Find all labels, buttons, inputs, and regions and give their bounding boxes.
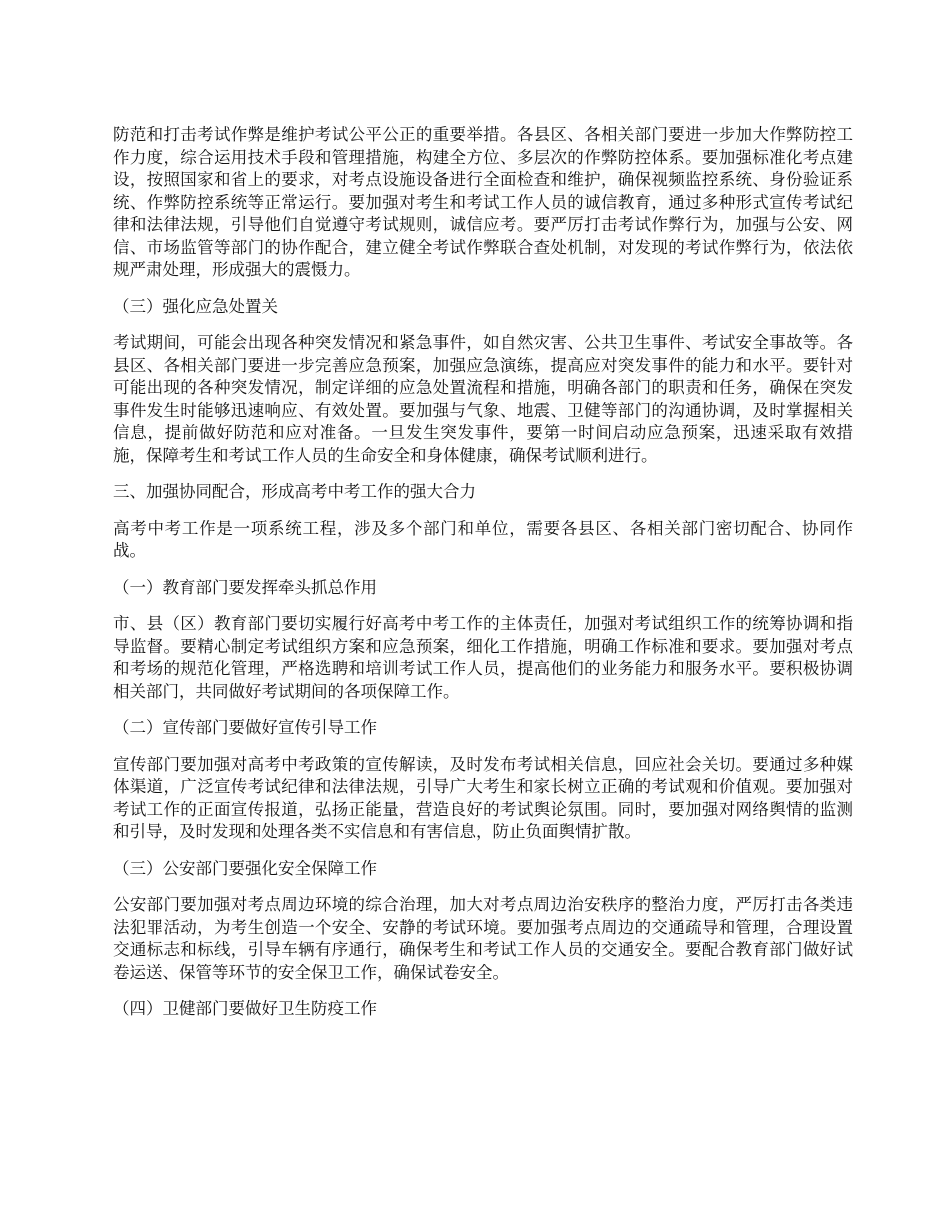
- heading-publicity-department: （二）宣传部门要做好宣传引导工作: [113, 718, 377, 737]
- heading-emergency-handling: （三）强化应急处置关: [113, 296, 278, 316]
- paragraph-anti-cheating: 防范和打击考试作弊是维护考试公平公正的重要举措。各县区、各相关部门要进一步加大作弊防控工作力度，综合运用技术手段和管理措施，构建全方位、多层次的作弊防控体系。要加强标准化考点建设，按照国家和省上的要求，对考点设施设备进行全面检查和维护，确保视频监控系统、身份验证系统、作弊防控系统等正常运行。要加强对考生和考试工作人员的诚信教育，通过多种形式宣传考试纪律和法律法规，引导他们自觉遵守考试规则，诚信应考。要严厉打击考试作弊行为，加强与公安、网信、市场监管等部门的协作配合，建立健全考试作弊联合查处机制，对发现的考试作弊行为，依法依规严肃处理，形成强大的震慑力。: [113, 125, 853, 279]
- heading-education-department: （一）教育部门要发挥牵头抓总作用: [113, 577, 377, 597]
- paragraph-emergency-handling: 考试期间，可能会出现各种突发情况和紧急事件，如自然灾害、公共卫生事件、考试安全事故等。各县区、各相关部门要进一步完善应急预案，加强应急演练，提高应对突发事件的能力和水平。要针对可能出现的各种突发情况，制定详细的应急处置流程和措施，明确各部门的职责和任务，确保在突发事件发生时能够迅速响应、有效处置。要加强与气象、地震、卫健等部门的沟通协调，及时掌握相关信息，提前做好防范和应对准备。一旦发生突发事件，要第一时间启动应急预案，迅速采取有效措施，保障考生和考试工作人员的生命安全和身体健康，确保考试顺利进行。: [113, 333, 853, 465]
- heading-health-department: （四）卫健部门要做好卫生防疫工作: [113, 999, 377, 1018]
- paragraph-coordination: 高考中考工作是一项系统工程，涉及多个部门和单位，需要各县区、各相关部门密切配合、协同作战。: [113, 518, 853, 560]
- paragraph-publicity-department: 宣传部门要加强对高考中考政策的宣传解读，及时发布考试相关信息，回应社会关切。要通过多种媒体渠道，广泛宣传考试纪律和法律法规，引导广大考生和家长树立正确的考试观和价值观。要加强对考试工作的正面宣传报道，弘扬正能量，营造良好的考试舆论氛围。同时，要加强对网络舆情的监测和引导，及时发现和处理各类不实信息和有害信息，防止负面舆情扩散。: [113, 754, 853, 841]
- paragraph-public-security-department: 公安部门要加强对考点周边环境的综合治理，加大对考点周边治安秩序的整治力度，严厉打击各类违法犯罪活动，为考生创造一个安全、安静的考试环境。要加强考点周边的交通疏导和管理，合理设置交通标志和标线，引导车辆有序通行，确保考生和考试工作人员的交通安全。要配合教育部门做好试卷运送、保管等环节的安全保卫工作，确保试卷安全。: [113, 895, 853, 982]
- paragraph-education-department: 市、县（区）教育部门要切实履行好高考中考工作的主体责任，加强对考试组织工作的统筹协调和指导监督。要精心制定考试组织方案和应急预案，细化工作措施，明确工作标准和要求。要加强对考点和考场的规范化管理，严格选聘和培训考试工作人员，提高他们的业务能力和服务水平。要积极协调相关部门，共同做好考试期间的各项保障工作。: [113, 614, 853, 701]
- heading-public-security-department: （三）公安部门要强化安全保障工作: [113, 858, 377, 878]
- document-page: [113, 124, 853, 1035]
- heading-section-three: 三、加强协同配合，形成高考中考工作的强大合力: [113, 482, 476, 501]
